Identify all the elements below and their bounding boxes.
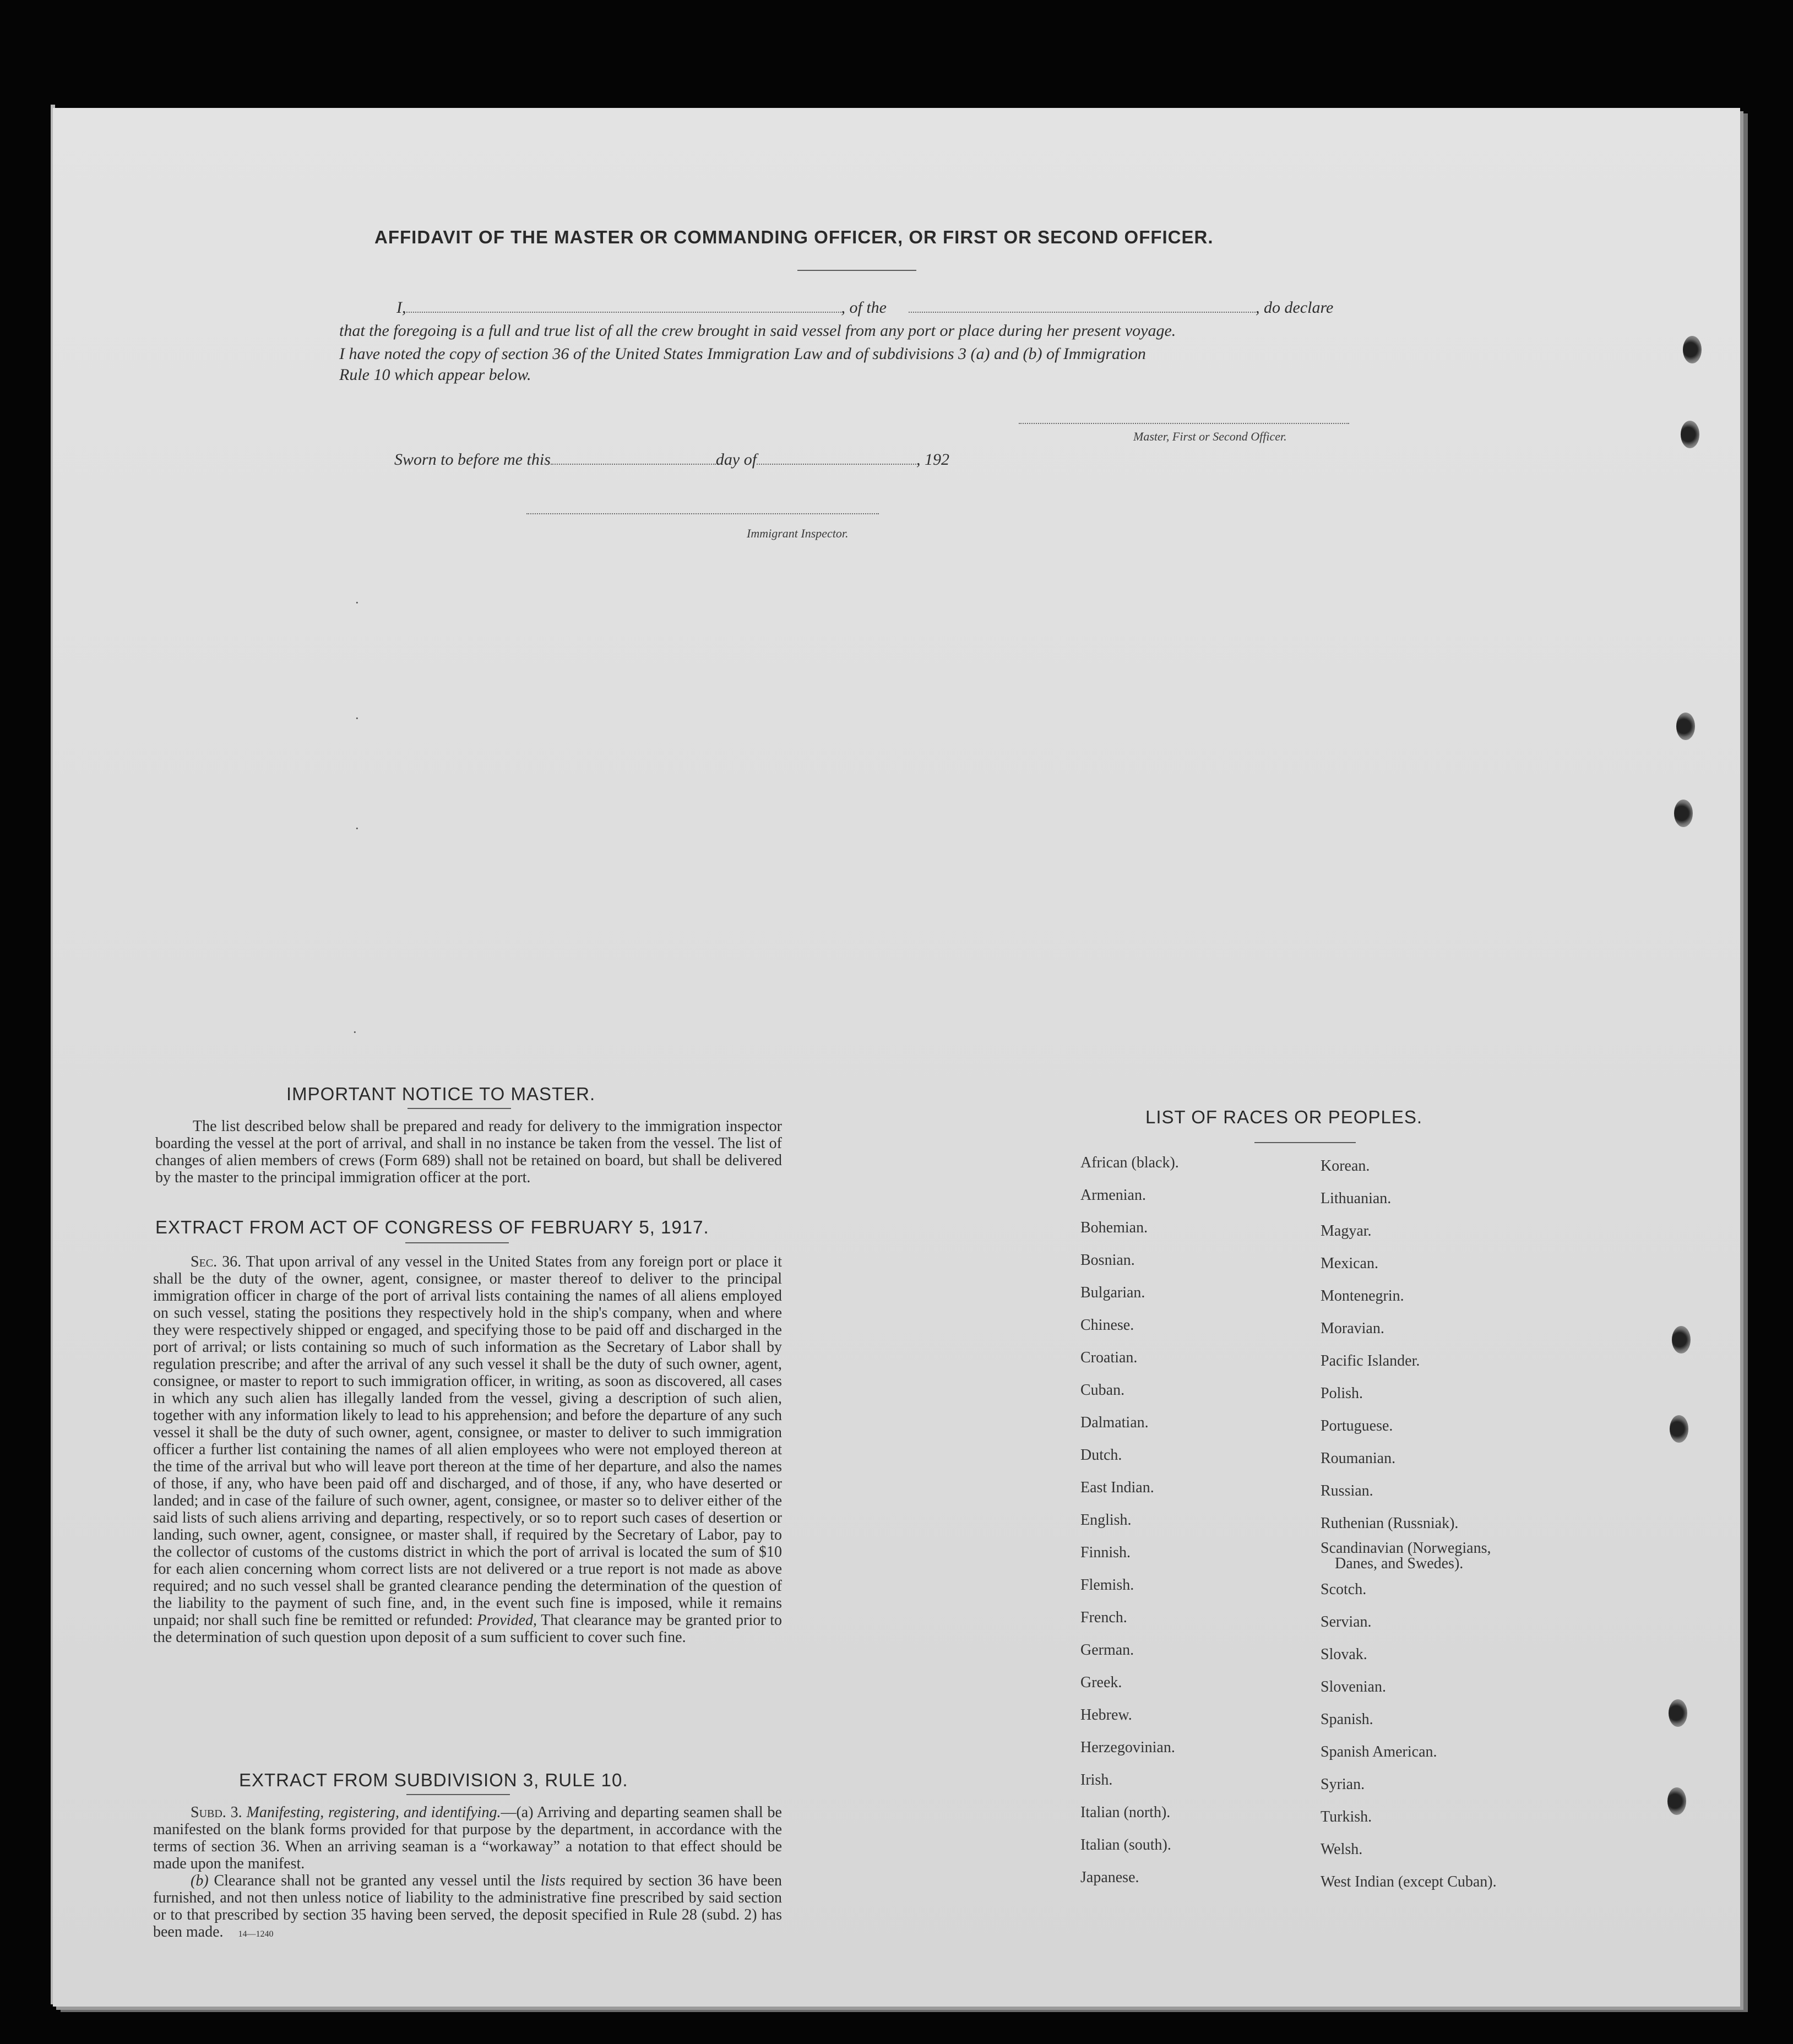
proviso-text: That clearance may be granted prior to the determination of such question upon deposit of a sum sufficient to cover such fine. [153, 1612, 783, 1646]
race-item: Mexican. [1321, 1255, 1378, 1272]
race-item: Lithuanian. [1321, 1190, 1392, 1207]
race-item: Chinese. [1080, 1317, 1134, 1334]
race-item: Syrian. [1321, 1776, 1365, 1793]
race-item: Magyar. [1321, 1222, 1372, 1240]
races-heading: LIST OF RACES OR PEOPLES. [1145, 1107, 1423, 1127]
race-item: Irish. [1080, 1771, 1113, 1788]
section-label: Sec. 36. [191, 1253, 242, 1270]
affidavit-line-2: that the foregoing is a full and true list of all the crew brought in said vessel from any port or place during her present voyage. [339, 322, 1176, 340]
binder-hole [1670, 1415, 1688, 1443]
form-number: 14—1240 [238, 1929, 274, 1939]
race-item: English. [1080, 1512, 1132, 1529]
binder-hole [1681, 421, 1699, 448]
b-lists-word: lists [540, 1872, 566, 1889]
inspector-signature-line[interactable] [526, 502, 879, 514]
binder-hole [1683, 336, 1702, 363]
act-paragraph [153, 1253, 782, 1646]
race-item: Roumanian. [1321, 1450, 1396, 1467]
race-item: Moravian. [1321, 1320, 1384, 1337]
race-item: Welsh. [1321, 1841, 1363, 1858]
race-item: Portuguese. [1321, 1417, 1393, 1434]
race-item: Croatian. [1080, 1349, 1138, 1366]
subd-label: Subd. 3. [191, 1804, 242, 1821]
rule-heading: EXTRACT FROM SUBDIVISION 3, RULE 10. [239, 1770, 628, 1790]
affidavit-i: I, [396, 298, 406, 317]
vessel-blank[interactable] [909, 301, 1256, 313]
race-item: Montenegrin. [1321, 1287, 1404, 1304]
faint-dot: · [355, 820, 360, 836]
affidavit-do-declare: , do declare [1256, 298, 1334, 317]
race-item: Armenian. [1080, 1187, 1146, 1204]
title-divider [797, 270, 916, 271]
race-item: Ruthenian (Russniak). [1321, 1515, 1459, 1532]
race-item: Finnish. [1080, 1544, 1131, 1561]
binder-hole [1676, 713, 1695, 740]
sworn-year: , 192 [916, 450, 950, 469]
affidavit-of-the: , of the [841, 298, 887, 317]
race-item: German. [1080, 1641, 1134, 1659]
race-item: Japanese. [1080, 1869, 1139, 1886]
race-item: Herzegovinian. [1080, 1739, 1175, 1756]
act-body: That upon arrival of any vessel in the United States from any foreign port or place it shall be the duty of the owner, agent, consignee, or master thereof to deliver to the principal immigration officer in charge of the port of arrival lists containing the names of all aliens employed on such vessel, stating the positions they respectively hold in the ship's company, when and where they were respectively shipped or engaged, and specifying those to be paid off and discharged in the port of arrival; or lists containing so much of such information as the Secretary of Labor shall by regulation prescribe; and after the arrival of any such vessel it shall be the duty of such owner, agent, consignee, or master to report to such immigration officer, in writing, as soon as discovered, all cases in which any such alien has illegally landed from the vessel, giving a description of such alien, together with any information likely to lead to his apprehension; and before the departure of any such vessel it shall be the duty of such owner, agent, consignee, or master to deliver to such immigration officer a further list containing the names of all alien employees who were not employed thereon at the time of the arrival but who will leave port thereon at the time of her departure, and also the names of those, if any, who have been paid off and discharged, and of those, if any, who have deserted or landed; and in case of the failure of such owner, agent, consignee, or master so to deliver either of the said lists of such aliens arriving and departing, respectively, or so to report such cases of desertion or landing, such owner, agent, consignee, or master shall, if required by the Secretary of Labor, pay to the collector of customs of the customs district in which the port of arrival is located the sum of $10 for each alien concerning whom correct lists are not delivered or a true report is not made as above required; and no such vessel shall be granted clearance pending the determination of the question of the liability to the payment of such fine, and, in the event such fine is imposed, while it remains unpaid; nor shall such fine be remitted or refunded: [153, 1253, 782, 1629]
a-text: Arriving and departing seamen shall be manifested on the blank forms provided for that purpose by the department, in accordance with the terms of section 36. When an arriving seaman is a “workaway” a notation to that effect should be made upon the manifest. [153, 1804, 782, 1872]
race-item: Spanish. [1321, 1711, 1373, 1728]
races-divider [1254, 1142, 1356, 1143]
b-label: (b) [191, 1872, 209, 1889]
race-item: Italian (south). [1080, 1836, 1171, 1853]
affidavit-line-1 [396, 298, 1333, 317]
proviso-word: Provided, [477, 1612, 537, 1629]
race-item: Hebrew. [1080, 1706, 1132, 1724]
rule-text [153, 1804, 782, 1943]
race-item: Turkish. [1321, 1808, 1372, 1825]
race-item-line: Danes, and Swedes). [1335, 1555, 1464, 1572]
race-item: Dutch. [1080, 1447, 1122, 1464]
affidavit-line-4: Rule 10 which appear below. [339, 366, 531, 384]
a-label: —(a) [501, 1804, 534, 1821]
race-item: African (black). [1080, 1154, 1179, 1171]
subd-title: Manifesting, registering, and identifying. [246, 1804, 501, 1821]
rule-b-paragraph [153, 1872, 782, 1943]
race-item: Bohemian. [1080, 1219, 1148, 1236]
race-item: Slovenian. [1321, 1678, 1386, 1695]
notice-divider [408, 1108, 511, 1109]
binder-hole [1674, 800, 1693, 827]
race-item: Flemish. [1080, 1577, 1134, 1594]
faint-dot: · [352, 1024, 357, 1040]
races-column-1 [1080, 1146, 1179, 1894]
race-item: Cuban. [1080, 1382, 1125, 1399]
race-item: Polish. [1321, 1385, 1363, 1402]
act-heading: EXTRACT FROM ACT OF CONGRESS OF FEBRUARY 5, 1917. [155, 1217, 709, 1237]
master-label: Master, First or Second Officer. [1133, 430, 1287, 443]
race-item: Pacific Islander. [1321, 1352, 1420, 1369]
binder-hole [1669, 1699, 1687, 1727]
races-column-2 [1321, 1150, 1497, 1898]
race-item [1321, 1540, 1497, 1573]
race-item: Bosnian. [1080, 1252, 1135, 1269]
race-item: Bulgarian. [1080, 1284, 1145, 1301]
race-item: Slovak. [1321, 1646, 1367, 1663]
race-item: French. [1080, 1609, 1127, 1626]
rule-divider [406, 1794, 510, 1795]
act-divider [405, 1242, 509, 1243]
act-text [153, 1253, 782, 1646]
race-item: Russian. [1321, 1482, 1373, 1499]
notice-paragraph: The list described below shall be prepared and ready for delivery to the immigration inspector boarding the vessel at the port of arrival, and shall in no instance be taken from the vessel. The list of changes of alien members of crews (Form 689) shall not be retained on board, but shall be delivered by the master to the principal immigration officer at the port. [155, 1118, 782, 1186]
binder-hole [1667, 1787, 1686, 1815]
notice-heading: IMPORTANT NOTICE TO MASTER. [286, 1084, 596, 1104]
sworn-month-blank[interactable] [757, 453, 916, 465]
faint-dot: · [355, 595, 360, 611]
b-text-2: required by section 36 have been furnished, and not then unless notice of liability to the administrative fine prescribed by said section or to that prescribed by section 35 having been served, the deposit specified in Rule 28 (subd. 2) has been made. [153, 1872, 783, 1940]
sworn-prefix: Sworn to before me this [394, 450, 551, 469]
b-text-1: Clearance shall not be granted any vessel until the [214, 1872, 536, 1889]
race-item: Italian (north). [1080, 1804, 1171, 1821]
faint-dot: · [355, 710, 360, 726]
race-item-line: Scandinavian (Norwegians, [1321, 1540, 1491, 1557]
race-item: Greek. [1080, 1674, 1122, 1691]
sworn-day-of: day of [715, 450, 757, 469]
binder-hole [1672, 1326, 1691, 1353]
affidavit-title: AFFIDAVIT OF THE MASTER OR COMMANDING OFFICER, OR FIRST OR SECOND OFFICER. [374, 227, 1214, 247]
affidavit-line-3: I have noted the copy of section 36 of the United States Immigration Law and of subdivisions 3 (a) and (b) of Immigration [339, 345, 1146, 363]
race-item: Dalmatian. [1080, 1414, 1149, 1431]
race-item: Spanish American. [1321, 1743, 1437, 1760]
notice-text [155, 1118, 782, 1186]
race-item: East Indian. [1080, 1479, 1154, 1496]
inspector-label: Immigrant Inspector. [747, 526, 849, 540]
race-item: Servian. [1321, 1613, 1372, 1630]
sworn-line [394, 450, 949, 469]
name-blank[interactable] [406, 301, 841, 313]
race-item: West Indian (except Cuban). [1321, 1873, 1497, 1890]
race-item: Scotch. [1321, 1581, 1367, 1598]
race-item: Korean. [1321, 1157, 1370, 1175]
rule-a-paragraph [153, 1804, 782, 1872]
sworn-day-blank[interactable] [551, 453, 716, 465]
master-signature-line[interactable] [1019, 412, 1349, 424]
